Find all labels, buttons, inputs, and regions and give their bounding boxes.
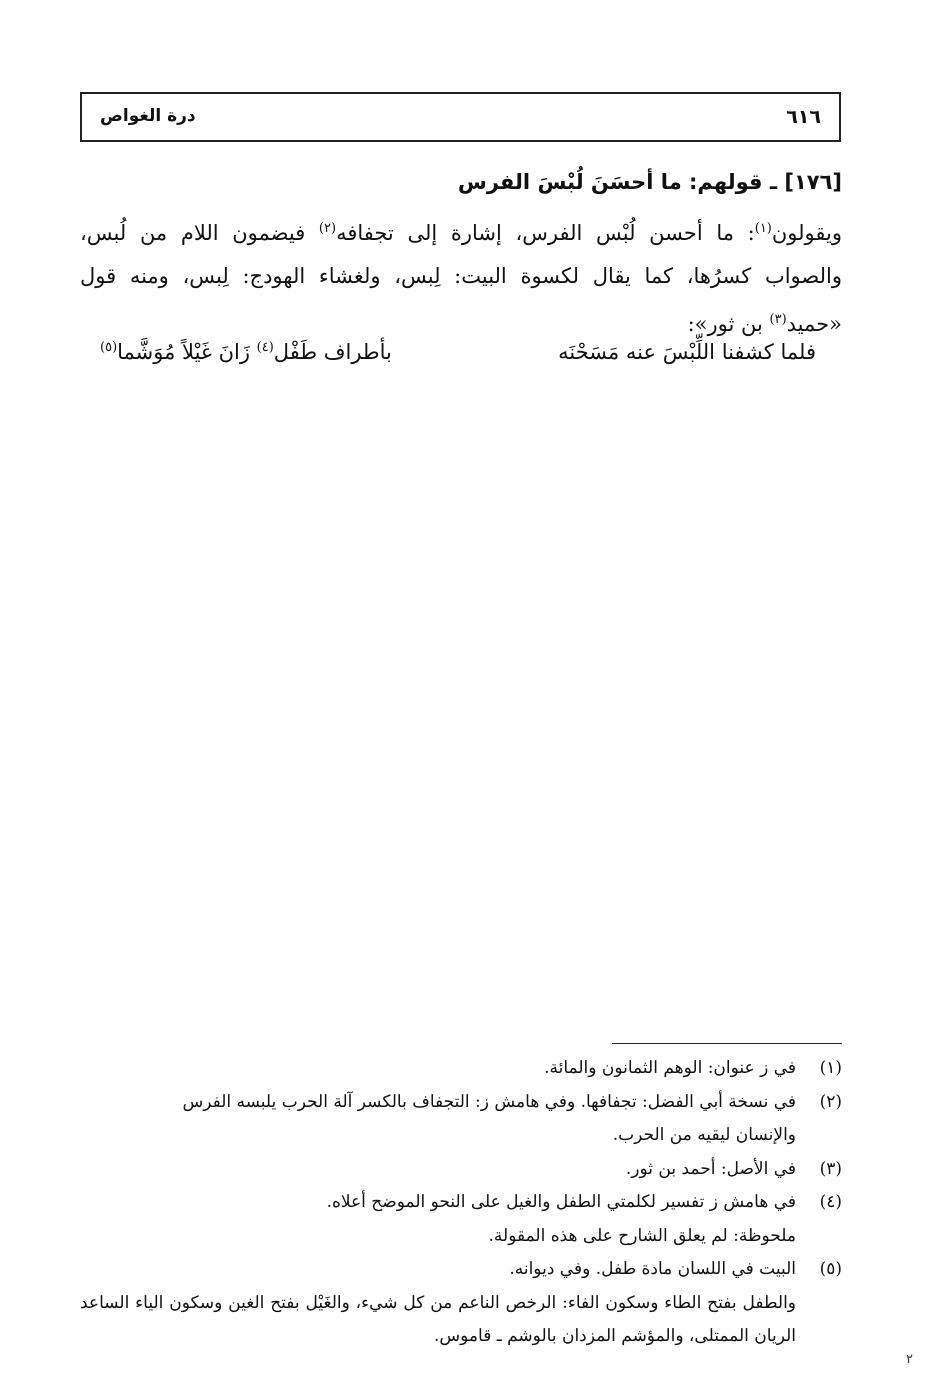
verse-second-hemistich <box>100 340 392 364</box>
running-header <box>80 92 841 142</box>
footnote-text: في ز عنوان: الوهم الثمانون والمائة. <box>544 1058 796 1078</box>
body-text-part: ويقولون <box>771 221 843 245</box>
footnote-continuation: والإنسان ليقيه من الحرب. <box>612 1125 796 1145</box>
page-number: ٦١٦ <box>786 106 821 128</box>
body-text-part: بن ثور»: <box>687 312 770 336</box>
footnote-ref-3: (٣) <box>769 312 787 327</box>
footnote-2 <box>80 1086 842 1120</box>
verse-text-part: بأطراف طَفْل <box>273 340 392 364</box>
footnote-ref-4: (٤) <box>256 340 274 355</box>
footnote-number: (٢) <box>819 1091 842 1112</box>
footnote-number: (٣) <box>819 1158 842 1179</box>
footnote-ref-5: (٥) <box>100 340 118 355</box>
footnote-3 <box>80 1153 842 1187</box>
footnote-number: (٥) <box>819 1259 842 1279</box>
corner-mark: ٢ <box>906 1352 913 1367</box>
body-paragraph <box>80 207 842 346</box>
footnote-text: البيت في اللسان مادة طفل. وفي ديوانه. <box>509 1259 796 1279</box>
footnote-note: ملحوظة: لم يعلق الشارح على هذه المقولة. <box>488 1225 796 1246</box>
verse-text-part: زَانَ غَيْلاً مُوَشَّما <box>117 340 257 364</box>
footnote-4 <box>80 1186 842 1220</box>
footnote-text: في هامش ز تفسير لكلمتي الطفل والغيل على النحو الموضح أعلاه. <box>326 1192 796 1212</box>
book-title: درة الغواص <box>100 106 196 126</box>
footnote-5 <box>80 1253 842 1287</box>
footnote-number: (١) <box>819 1058 842 1078</box>
footnote-number: (٤) <box>819 1192 842 1212</box>
body-text-part: فيضمون اللام من لُبس، والصواب كسرُها، كما يقال لكسوة البيت: لِبس، ولغشاء الهودج: لِبس، ومنه قول «حميد <box>80 221 842 336</box>
verse-first-hemistich: فلما كشفنا اللِّبْسَ عنه مَسَحْنَه <box>558 340 816 364</box>
footnote-ref-2: (٢) <box>318 221 337 236</box>
footnote-separator <box>612 1043 842 1044</box>
footnote-ref-1: (١) <box>754 221 772 236</box>
footnote-continuation: والطفل بفتح الطاء وسكون الفاء: الرخص الناعم من كل شيء، والغَيْل بفتح الغين وسكون الياء الساعد الريان الممتلى، والمؤشم المزدان بالوشم ـ قاموس. <box>80 1292 796 1346</box>
footnote-text: في الأصل: أحمد بن ثور. <box>625 1158 796 1179</box>
footnote-text: في نسخة أبي الفضل: تجفافها. وفي هامش ز: التجفاف بالكسر آلة الحرب يلبسه الفرس <box>182 1091 796 1112</box>
poem-verse <box>100 340 816 380</box>
footnotes <box>80 1052 842 1354</box>
body-text-part: : ما أحسن لُبْس الفرس، إشارة إلى تجفافه <box>336 221 755 245</box>
footnote-1 <box>80 1052 842 1086</box>
section-title: [١٧٦] ـ قولهم: ما أحسَنَ لُبْسَ الفرس <box>457 170 842 194</box>
